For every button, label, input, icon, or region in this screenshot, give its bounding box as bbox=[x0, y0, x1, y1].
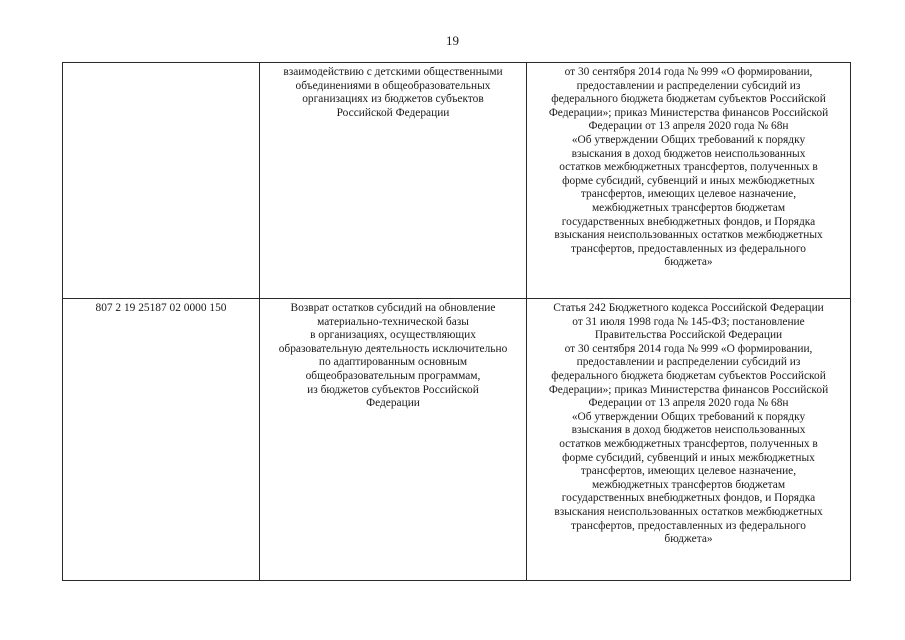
text-line: остатков межбюджетных трансфертов, полученных в bbox=[559, 437, 818, 450]
text-line: межбюджетных трансфертов бюджетам bbox=[591, 201, 786, 214]
table-row bbox=[63, 299, 851, 581]
text-line: от 30 сентября 2014 года № 999 «О формировании, bbox=[564, 342, 813, 355]
text-line: государственных внебюджетных фондов, и Порядка bbox=[561, 492, 816, 505]
text-line: взыскания в доход бюджетов неиспользованных bbox=[571, 424, 806, 437]
text-line: межбюджетных трансфертов бюджетам bbox=[591, 478, 786, 491]
table-row bbox=[63, 63, 851, 299]
text-line: Статья 242 Бюджетного кодекса Российской Федерации bbox=[553, 302, 824, 314]
text-line: материально-технической базы bbox=[317, 315, 469, 328]
revenue-code-cell bbox=[63, 299, 260, 581]
text-line: от 30 сентября 2014 года № 999 «О формировании, bbox=[564, 66, 813, 78]
text-line: образовательную деятельность исключительно bbox=[278, 342, 508, 355]
text-line: взыскания неиспользованных остатков межбюджетных bbox=[554, 229, 823, 242]
text-line: трансфертов, предоставленных из федерального bbox=[571, 242, 806, 255]
text-line: «Об утверждении Общих требований к порядку bbox=[571, 410, 806, 423]
revenue-name-cell bbox=[260, 63, 527, 299]
legal-basis-cell bbox=[527, 63, 851, 299]
text-line: общеобразовательным программам, bbox=[305, 369, 481, 382]
text-line: Правительства Российской Федерации bbox=[594, 329, 783, 342]
revenue-code-cell bbox=[63, 63, 260, 299]
text-line: взыскания в доход бюджетов неиспользованных bbox=[571, 147, 806, 160]
legal-basis-cell bbox=[527, 299, 851, 581]
text-line: Возврат остатков субсидий на обновление bbox=[290, 302, 496, 314]
text-line: федерального бюджета бюджетам субъектов Российской bbox=[551, 93, 826, 106]
revenue-code: 807 2 19 25187 02 0000 150 bbox=[95, 302, 227, 314]
page-number: 19 bbox=[446, 33, 459, 48]
text-line: бюджета» bbox=[664, 256, 713, 269]
text-line: форме субсидий, субвенций и иных межбюджетных bbox=[562, 174, 815, 187]
text-line: бюджета» bbox=[664, 533, 713, 546]
text-line: по адаптированным основным bbox=[318, 356, 468, 369]
text-line: Российской Федерации bbox=[336, 106, 450, 119]
text-line: федерального бюджета бюджетам субъектов Российской bbox=[551, 369, 826, 382]
text-line: Федерации»; приказ Министерства финансов Российской bbox=[548, 383, 829, 396]
text-line: предоставлении и распределении субсидий из bbox=[576, 79, 801, 92]
text-line: взаимодействию с детскими общественными bbox=[283, 66, 503, 78]
text-line: трансфертов, имеющих целевое назначение, bbox=[580, 465, 797, 478]
revenue-name-cell bbox=[260, 299, 527, 581]
text-line: «Об утверждении Общих требований к порядку bbox=[571, 133, 806, 146]
text-line: объединениями в общеобразовательных bbox=[295, 79, 491, 92]
text-line: Федерации от 13 апреля 2020 года № 68н bbox=[588, 397, 789, 410]
text-line: Федерации»; приказ Министерства финансов Российской bbox=[548, 106, 829, 119]
text-line: организациях из бюджетов субъектов bbox=[302, 93, 484, 106]
text-line: трансфертов, предоставленных из федерального bbox=[571, 519, 806, 532]
text-line: Федерации от 13 апреля 2020 года № 68н bbox=[588, 120, 789, 133]
text-line: Федерации bbox=[366, 397, 420, 410]
text-line: государственных внебюджетных фондов, и Порядка bbox=[561, 215, 816, 228]
text-line: взыскания неиспользованных остатков межбюджетных bbox=[554, 505, 823, 518]
text-line: из бюджетов субъектов Российской bbox=[307, 383, 479, 396]
text-line: трансфертов, имеющих целевое назначение, bbox=[580, 188, 797, 201]
revenue-codes-table bbox=[62, 62, 851, 581]
text-line: предоставлении и распределении субсидий из bbox=[576, 356, 801, 369]
text-line: от 31 июля 1998 года № 145-ФЗ; постановление bbox=[572, 315, 805, 328]
text-line: в организациях, осуществляющих bbox=[310, 329, 476, 342]
text-line: остатков межбюджетных трансфертов, полученных в bbox=[559, 161, 818, 174]
text-line: форме субсидий, субвенций и иных межбюджетных bbox=[562, 451, 815, 464]
